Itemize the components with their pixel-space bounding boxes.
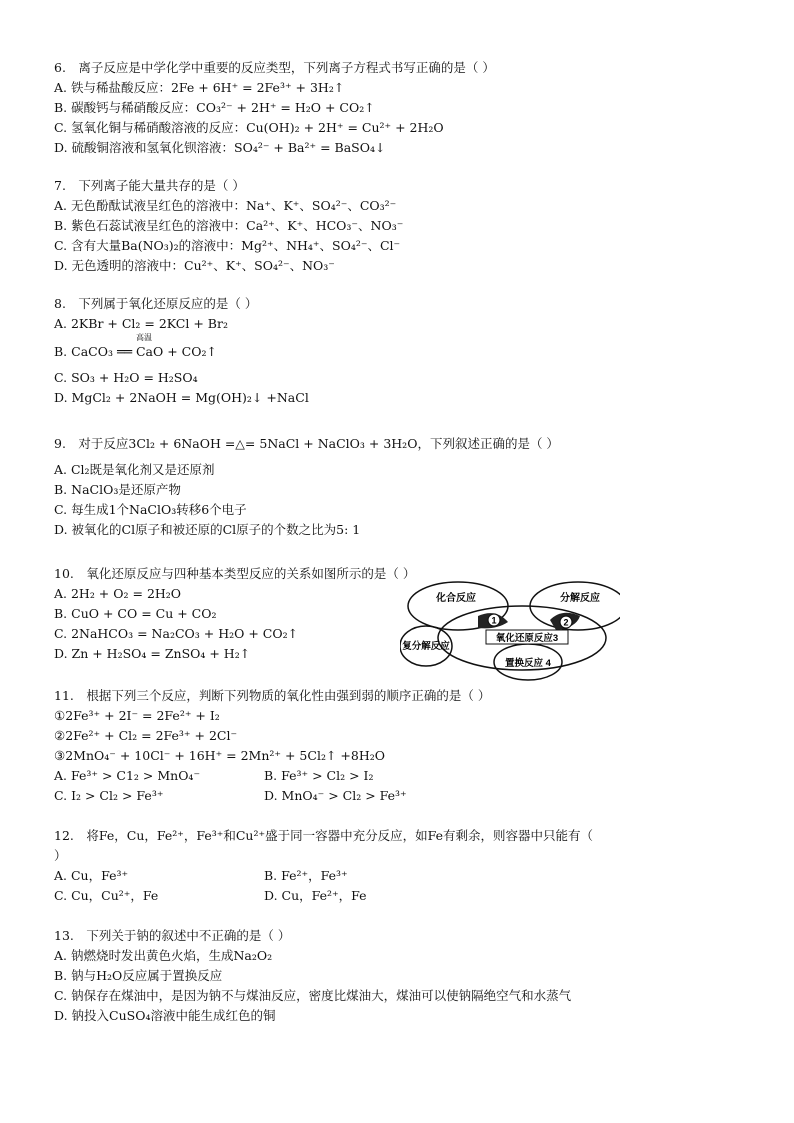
question-11 — [54, 686, 754, 806]
option-c: C. 每生成1个NaClO₃转移6个电子 — [54, 502, 247, 517]
question-13 — [54, 926, 754, 1026]
option-b: B. Fe³⁺ > Cl₂ > I₂ — [264, 768, 374, 783]
options-row — [54, 866, 754, 886]
option-a: A. Cl₂既是氧化剂又是还原剂 — [54, 462, 215, 477]
question-6 — [54, 58, 754, 158]
question-stem: 10. 氧化还原反应与四种基本类型反应的关系如图所示的是（ ） — [54, 566, 416, 581]
marker-2-label: 2 — [563, 617, 569, 628]
option-d: D. Zn + H₂SO₄ = ZnSO₄ + H₂↑ — [54, 646, 251, 661]
question-stem: 8. 下列属于氧化还原反应的是（ ） — [54, 296, 258, 311]
option-b: B. 碳酸钙与稀硝酸反应：CO₃²⁻ + 2H⁺ = H₂O + CO₂↑ — [54, 100, 375, 115]
reaction-type-diagram — [400, 578, 620, 696]
option-d: D. 硫酸铜溶液和氢氧化钡溶液：SO₄²⁻ + Ba²⁺ = BaSO₄↓ — [54, 140, 386, 155]
option-d: D. 钠投入CuSO₄溶液中能生成红色的铜 — [54, 1008, 276, 1023]
question-stem: 6. 离子反应是中学化学中重要的反应类型，下列离子方程式书写正确的是（ ） — [54, 60, 495, 75]
options-row — [54, 886, 754, 906]
exam-page — [54, 58, 754, 1044]
option-a: A. 铁与稀盐酸反应：2Fe + 6H⁺ = 2Fe³⁺ + 3H₂↑ — [54, 80, 345, 95]
option-a: A. 钠燃烧时发出黄色火焰，生成Na₂O₂ — [54, 948, 273, 963]
option-b: B. 紫色石蕊试液呈红色的溶液中：Ca²⁺、K⁺、HCO₃⁻、NO₃⁻ — [54, 218, 404, 233]
displacement-label: 置换反应 4 — [505, 658, 551, 669]
question-stem: 13. 下列关于钠的叙述中不正确的是（ ） — [54, 928, 291, 943]
option-c: C. 含有大量Ba(NO₃)₂的溶液中：Mg²⁺、NH₄⁺、SO₄²⁻、Cl⁻ — [54, 238, 401, 253]
venn-diagram — [400, 578, 620, 696]
option-b: B. CaCO₃ ══ CaO + CO₂↑ — [54, 344, 217, 359]
option-c: C. SO₃ + H₂O = H₂SO₄ — [54, 370, 198, 385]
option-d: D. MgCl₂ + 2NaOH = Mg(OH)₂↓ +NaCl — [54, 390, 309, 405]
option-a: A. 2KBr + Cl₂ = 2KCl + Br₂ — [54, 316, 228, 331]
reaction-3: ③2MnO₄⁻ + 10Cl⁻ + 16H⁺ = 2Mn²⁺ + 5Cl₂↑ +8H₂O — [54, 748, 385, 763]
question-8 — [54, 294, 754, 408]
option-c: C. 氢氧化铜与稀硝酸溶液的反应：Cu(OH)₂ + 2H⁺ = Cu²⁺ + 2H₂O — [54, 120, 444, 135]
question-stem: 11. 根据下列三个反应，判断下列物质的氧化性由强到弱的顺序正确的是（ ） — [54, 688, 491, 703]
option-b: B. 钠与H₂O反应属于置换反应 — [54, 968, 223, 983]
marker-1-label: 1 — [491, 615, 497, 626]
option-d: D. MnO₄⁻ > Cl₂ > Fe³⁺ — [264, 788, 407, 803]
option-c: C. 2NaHCO₃ = Na₂CO₃ + H₂O + CO₂↑ — [54, 626, 299, 641]
question-12 — [54, 826, 754, 906]
reaction-2: ②2Fe²⁺ + Cl₂ = 2Fe³⁺ + 2Cl⁻ — [54, 728, 238, 743]
option-c: C. 钠保存在煤油中，是因为钠不与煤油反应，密度比煤油大，煤油可以使钠隔绝空气和水蒸气 — [54, 988, 572, 1003]
question-stem: 12. 将Fe，Cu，Fe²⁺，Fe³⁺和Cu²⁺盛于同一容器中充分反应，如Fe有剩余，则容器中只能有（ ） — [54, 828, 593, 863]
option-d: D. 被氧化的Cl原子和被还原的Cl原子的个数之比为5: 1 — [54, 522, 361, 537]
question-stem: 7. 下列离子能大量共存的是（ ） — [54, 178, 245, 193]
option-a: A. 无色酚酞试液呈红色的溶液中：Na⁺、K⁺、SO₄²⁻、CO₃²⁻ — [54, 198, 397, 213]
question-7 — [54, 176, 754, 276]
option-c: C. I₂ > Cl₂ > Fe³⁺ — [54, 788, 164, 803]
double-decomposition-label: 复分解反应 — [402, 641, 450, 652]
redox-label: 氧化还原反应3 — [495, 633, 559, 644]
question-9 — [54, 434, 754, 540]
reaction-1: ①2Fe³⁺ + 2I⁻ = 2Fe²⁺ + I₂ — [54, 708, 220, 723]
option-d: D. 无色透明的溶液中：Cu²⁺、K⁺、SO₄²⁻、NO₃⁻ — [54, 258, 335, 273]
decomposition-label: 分解反应 — [560, 593, 600, 604]
option-b: B. Fe²⁺，Fe³⁺ — [264, 868, 348, 883]
question-stem: 9. 对于反应3Cl₂ + 6NaOH =△= 5NaCl + NaClO₃ + 3H₂O，下列叙述正确的是（ ） — [54, 436, 559, 451]
option-c: C. Cu，Cu²⁺，Fe — [54, 888, 159, 903]
option-b: B. NaClO₃是还原产物 — [54, 482, 181, 497]
option-a: A. Cu，Fe³⁺ — [54, 868, 129, 883]
option-a: A. 2H₂ + O₂ = 2H₂O — [54, 586, 182, 601]
options-row — [54, 766, 754, 786]
condition-label: 高温 — [136, 333, 152, 342]
option-d: D. Cu，Fe²⁺，Fe — [264, 888, 367, 903]
option-b: B. CuO + CO = Cu + CO₂ — [54, 606, 217, 621]
combination-label: 化合反应 — [436, 593, 476, 604]
options-row — [54, 786, 754, 806]
option-a: A. Fe³⁺ > C1₂ > MnO₄⁻ — [54, 768, 201, 783]
